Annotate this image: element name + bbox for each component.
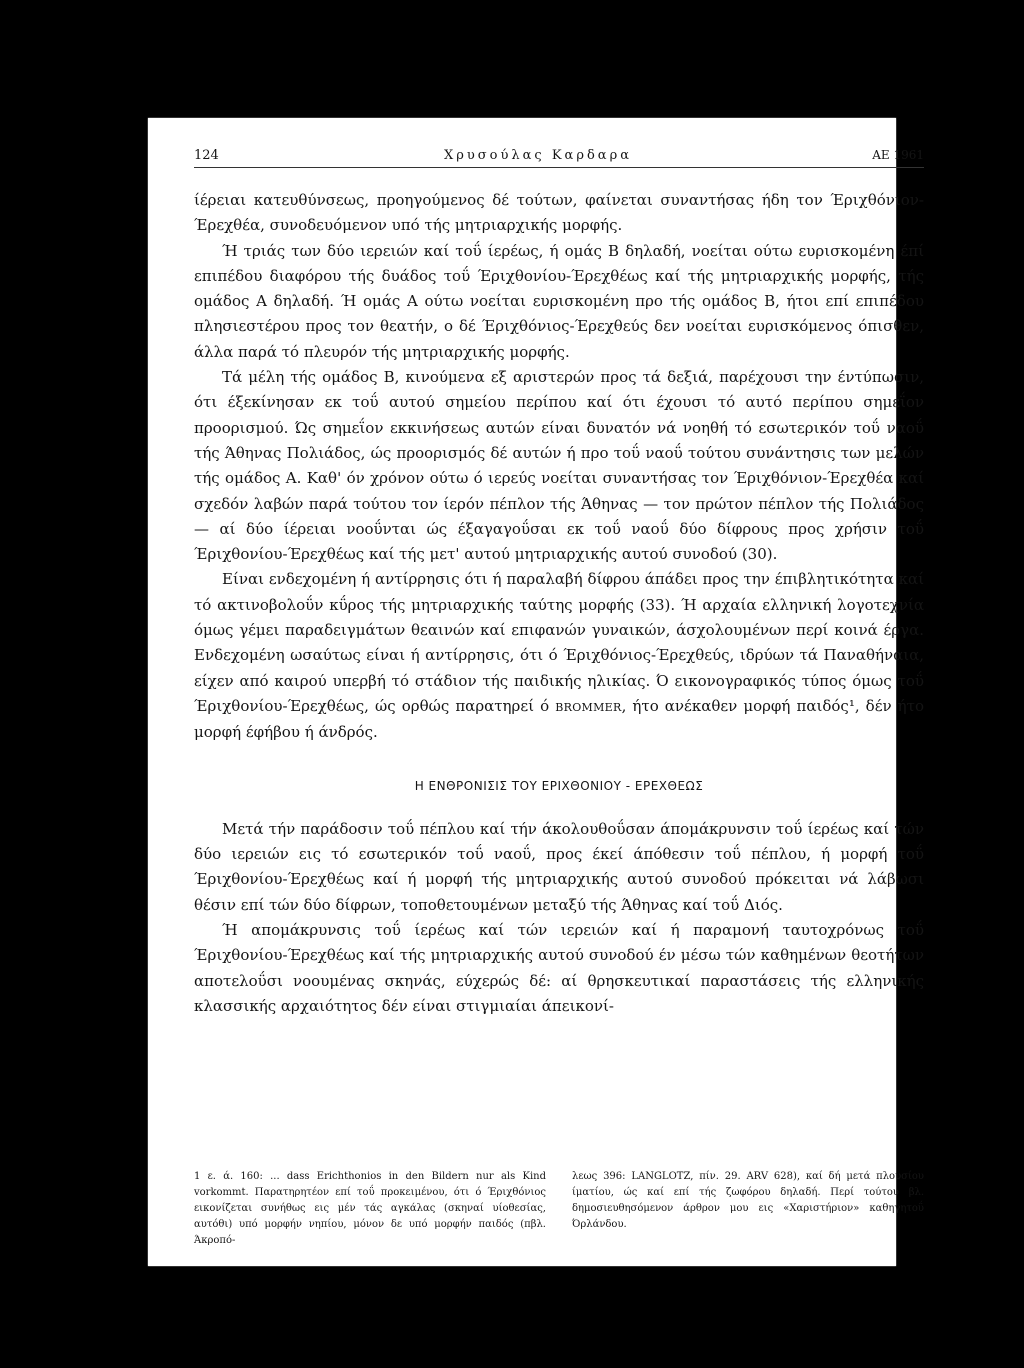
- section-title: Η ΕΝΘΡΟΝΙΣΙΣ ΤΟΥ ΕΡΙΧΘΟΝΙΟΥ - ΕΡΕΧΘΕΩΣ: [414, 778, 704, 793]
- footnote-right-column: λεως 396: LANGLOTZ, πίν. 29. ARV 628), καί δή μετά πλουσίου ίματίου, ώς καί επί τής ζωφόρου δηλαδή. Περί τούτου βλ. δημοσιευθησόμενον άρθρον μου εις «Χαριστήριον» καθηγητοΰ Όρλάνδου.: [572, 1171, 924, 1230]
- paragraph-5: Μετά τήν παράδοσιν τοΰ πέπλου καί τήν άκολουθοΰσαν άπομάκρυνσιν τοΰ ίερέως καί τών δύο ιερειών εις τό εσωτερικόν τοΰ ναοΰ, προς έκεί άπόθεσιν τοΰ πέπλου, ή μορφή τοΰ Έριχθονίου-Έρεχθέως καί ή μορφή τής μητριαρχικής αυτού συνοδού πρόκειται νά λάβωσι θέσιν επί τών δύο δίφρων, τοποθετουμένων μεταξύ τής Άθηνας καί τοΰ Διός.: [194, 819, 924, 914]
- page-number: 124: [194, 148, 219, 163]
- footnotes: [194, 1169, 924, 1249]
- paragraph-4-text: Είναι ενδεχομένη ή αντίρρησις ότι ή παραλαβή δίφρου άπάδει προς την έπιβλητικότητα καί τό ακτινοβολοΰν κΰρος τής μητριαρχικής ταύτης μορφής (33). Ή αρχαία ελληνική λογοτεχνία όμως γέμει παραδειγμάτων θεαινών καί επιφανών γυναικών, άσχολουμένων περί κοινά έργα. Ενδεχομένη ωσαύτως είναι ή αντίρρησις, ότι ό Έριχθόνιος-Έρεχθεύς, ιδρύων τά Παναθήναια, είχεν από καιρού υπερβή τό στάδιον τής παιδικής ηλικίας. Ό εικονογραφικός τύπος όμως τοΰ Έριχθονίου-Έρεχθέως, ώς ορθώς παρατηρεί ό: [194, 570, 924, 715]
- running-header: [194, 144, 924, 170]
- paragraph-4: [194, 567, 924, 745]
- brommer-name: BROMMER: [555, 700, 622, 714]
- document-page: [148, 118, 925, 1266]
- header-rule: [194, 167, 924, 168]
- running-author: Χρυσούλας Καρδαρα: [444, 148, 632, 163]
- footnote-left-column: 1 ε. ά. 160: ... dass Erichthonios in den Bildern nur als Kind vorkommt. Παρατηρητέον επί τοΰ προκειμένου, ότι ό Έριχθόνιος εικονίζεται συνήθως εις μέν τάς αγκάλας (σκηναί υίοθεσίας, αυτόθι) υπό μορφήν νηπίου, μόνον δε υπό μορφήν παιδός (πβλ. Άκροπό-: [194, 1171, 546, 1246]
- running-journal: ΑΕ 1961: [872, 148, 924, 162]
- paragraph-1: ίέρειαι κατευθύνσεως, προηγούμενος δέ τούτων, φαίνεται συναντήσας ήδη τον Έριχθόνιον-Έρεχθέα, συνοδευόμενον υπό τής μητριαρχικής μορφής.: [194, 191, 924, 235]
- body-text: [194, 188, 924, 1019]
- paragraph-6: Ή απομάκρυνσις τοΰ ίερέως καί τών ιερειών καί ή παραμονή ταυτοχρόνως τοΰ Έριχθονίου-Έρεχθέως καί τής μητριαρχικής αυτού συνοδού έν μέσω τών καθημένων θεοτήτων αποτελοΰσι νοουμένας σκηνάς, εύχερώς δέ: αί θρησκευτικαί παραστάσεις τής ελληνικής κλασσικής αρχαιότητος δέν είναι στιγμιαίαι άπεικονί-: [194, 921, 924, 1015]
- paragraph-3: Τά μέλη τής ομάδος Β, κινούμενα εξ αριστερών προς τά δεξιά, παρέχουσι την έντύπωσιν, ότι έξεκίνησαν εκ τοΰ αυτού σημείου περίπου καί ότι έχουσι τό αυτό περίπου σημεΐον προορισμού. Ώς σημεΐον εκκινήσεως αυτών είναι δυνατόν νά νοηθή τό εσωτερικόν τοΰ ναοΰ τής Άθηνας Πολιάδος, ώς προορισμός δέ αυτών ή προ τοΰ ναοΰ τούτου συνάντησις των μελών τής ομάδος Α. Καθ' όν χρόνον ούτω ό ιερεύς νοείται συναντήσας τον Έριχθόνιον-Έρεχθέα καί σχεδόν λαβών παρά τούτου τον ίερόν πέπλον τής Άθηνας — τον πρώτον πέπλον τής Πολιάδος — αί δύο ίέρειαι νοοΰνται ώς έξαγαγοΰσαι εκ τοΰ ναοΰ δύο δίφρους προς χρήσιν τοΰ Έριχθονίου-Έρεχθέως καί τής μετ' αυτού μητριαρχικής αυτού συνοδού (30).: [194, 368, 924, 564]
- paragraph-4-tail: , ήτο ανέκαθεν μορφή παιδός¹, δέν ήτο μορφή έφήβου ή άνδρός.: [194, 696, 925, 742]
- paragraph-2: Ή τριάς των δύο ιερειών καί τοΰ ίερέως, ή ομάς Β δηλαδή, νοείται ούτω ευρισκομένη έπί επιπέδου διαφόρου τής δυάδος τοΰ Έριχθονίου-Έρεχθέως καί τής μητριαρχικής μορφής, τής ομάδος Α δηλαδή. Ή ομάς Α ούτω νοείται ευρισκομένη προ τής ομάδος Β, ήτοι επί επιπέδου πλησιεστέρου προς τον θεατήν, ο δέ Έριχθόνιος-Έρεχθεύς δεν νοείται ευρισκόμενος όπισθεν, άλλα παρά τό πλευρόν τής μητριαρχικής μορφής.: [194, 241, 924, 361]
